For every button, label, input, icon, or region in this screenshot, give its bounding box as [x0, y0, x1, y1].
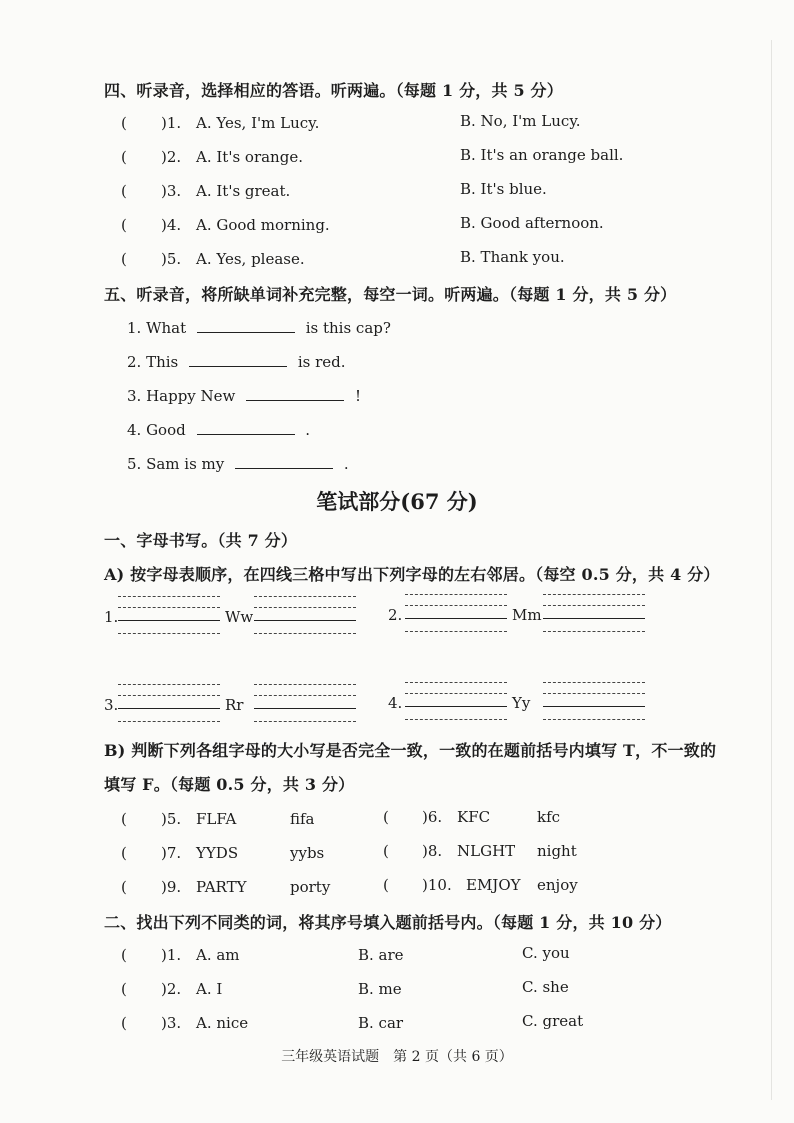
lowercase-word: yybs [290, 844, 325, 862]
option-b: B. are [358, 946, 404, 964]
option-b: B. It's blue. [460, 180, 547, 198]
lowercase-word: kfc [537, 808, 561, 826]
option-a: A. Yes, please. [196, 250, 305, 268]
item-number: )9. [161, 878, 182, 896]
uppercase-word: EMJOY [466, 876, 521, 894]
section5-heading: 五、听录音，将所缺单词补充完整，每空一词。听两遍。（每题 1 分，共 5 分） [104, 285, 677, 304]
four-line-grid[interactable] [405, 682, 507, 722]
lowercase-word: fifa [290, 810, 315, 828]
letter-item-number: 4. [388, 694, 403, 712]
answer-paren[interactable]: ( [121, 878, 127, 896]
item-number: )3. [161, 182, 182, 200]
answer-paren[interactable]: ( [121, 946, 127, 964]
answer-blank[interactable] [235, 454, 333, 469]
part1-sub-a: A) 按字母表顺序，在四线三格中写出下列字母的左右邻居。（每空 0.5 分，共 4 分） [104, 565, 720, 584]
lowercase-word: enjoy [537, 876, 578, 894]
part1-heading: 一、字母书写。（共 7 分） [104, 531, 298, 550]
option-a: A. It's orange. [196, 148, 303, 166]
item-number: )3. [161, 1014, 182, 1032]
item-number: )7. [161, 844, 182, 862]
four-line-grid[interactable] [118, 596, 220, 636]
section4-heading: 四、听录音，选择相应的答语。听两遍。（每题 1 分，共 5 分） [104, 81, 563, 100]
fill-blank-item: 1. What is this cap? [127, 319, 391, 337]
item-number: )4. [161, 216, 182, 234]
item-number: )2. [161, 148, 182, 166]
answer-paren[interactable]: ( [121, 844, 127, 862]
lowercase-word: porty [290, 878, 331, 896]
written-part-title: 笔试部分(67 分) [316, 489, 478, 514]
given-letter: Ww [225, 608, 254, 626]
answer-blank[interactable] [197, 420, 295, 435]
item-number: )2. [161, 980, 182, 998]
four-line-grid[interactable] [254, 684, 356, 724]
option-b: B. It's an orange ball. [460, 146, 624, 164]
fill-blank-item: 4. Good . [127, 421, 311, 439]
uppercase-word: PARTY [196, 878, 247, 896]
option-c: C. you [522, 944, 570, 962]
answer-blank[interactable] [246, 386, 344, 401]
lowercase-word: night [537, 842, 577, 860]
option-c: C. great [522, 1012, 584, 1030]
item-number: )8. [422, 842, 443, 860]
answer-paren[interactable]: ( [121, 810, 127, 828]
uppercase-word: NLGHT [457, 842, 516, 860]
letter-item-number: 1. [104, 608, 119, 626]
four-line-grid[interactable] [543, 682, 645, 722]
answer-paren[interactable]: ( [383, 808, 389, 826]
item-number: )1. [161, 114, 182, 132]
uppercase-word: KFC [457, 808, 491, 826]
letter-item-number: 2. [388, 606, 403, 624]
letter-item-number: 3. [104, 696, 119, 714]
answer-blank[interactable] [189, 352, 287, 367]
answer-paren[interactable]: ( [121, 1014, 127, 1032]
option-c: C. she [522, 978, 569, 996]
uppercase-word: FLFA [196, 810, 237, 828]
answer-paren[interactable]: ( [121, 250, 127, 268]
item-number: )5. [161, 810, 182, 828]
four-line-grid[interactable] [543, 594, 645, 634]
given-letter: Rr [225, 696, 244, 714]
answer-paren[interactable]: ( [121, 148, 127, 166]
option-a: A. Yes, I'm Lucy. [196, 114, 320, 132]
option-a: A. am [196, 946, 240, 964]
answer-paren[interactable]: ( [121, 980, 127, 998]
part2-heading: 二、找出下列不同类的词，将其序号填入题前括号内。（每题 1 分，共 10 分） [104, 913, 672, 932]
option-b: B. car [358, 1014, 404, 1032]
answer-paren[interactable]: ( [121, 216, 127, 234]
item-number: )1. [161, 946, 182, 964]
four-line-grid[interactable] [118, 684, 220, 724]
option-b: B. No, I'm Lucy. [460, 112, 581, 130]
answer-paren[interactable]: ( [121, 182, 127, 200]
part1-sub-b-line1: B) 判断下列各组字母的大小写是否完全一致，一致的在题前括号内填写 T，不一致的 [104, 741, 717, 760]
page-footer: 三年级英语试题 第 2 页（共 6 页） [281, 1049, 513, 1065]
answer-paren[interactable]: ( [121, 114, 127, 132]
option-a: A. Good morning. [196, 216, 330, 234]
item-number: )5. [161, 250, 182, 268]
item-number: )6. [422, 808, 443, 826]
part1-sub-b-line2: 填写 F。（每题 0.5 分，共 3 分） [104, 775, 355, 794]
option-a: A. I [196, 980, 223, 998]
uppercase-word: YYDS [196, 844, 239, 862]
four-line-grid[interactable] [254, 596, 356, 636]
given-letter: Yy [512, 694, 531, 712]
fill-blank-item: 2. This is red. [127, 353, 346, 371]
answer-paren[interactable]: ( [383, 842, 389, 860]
option-b: B. me [358, 980, 402, 998]
option-a: A. It's great. [196, 182, 291, 200]
fill-blank-item: 3. Happy New ! [127, 387, 361, 405]
answer-blank[interactable] [197, 318, 295, 333]
fill-blank-item: 5. Sam is my . [127, 455, 349, 473]
option-a: A. nice [196, 1014, 249, 1032]
option-b: B. Good afternoon. [460, 214, 604, 232]
option-b: B. Thank you. [460, 248, 565, 266]
answer-paren[interactable]: ( [383, 876, 389, 894]
four-line-grid[interactable] [405, 594, 507, 634]
page-edge [771, 40, 772, 1100]
given-letter: Mm [512, 606, 542, 624]
item-number: )10. [422, 876, 452, 894]
